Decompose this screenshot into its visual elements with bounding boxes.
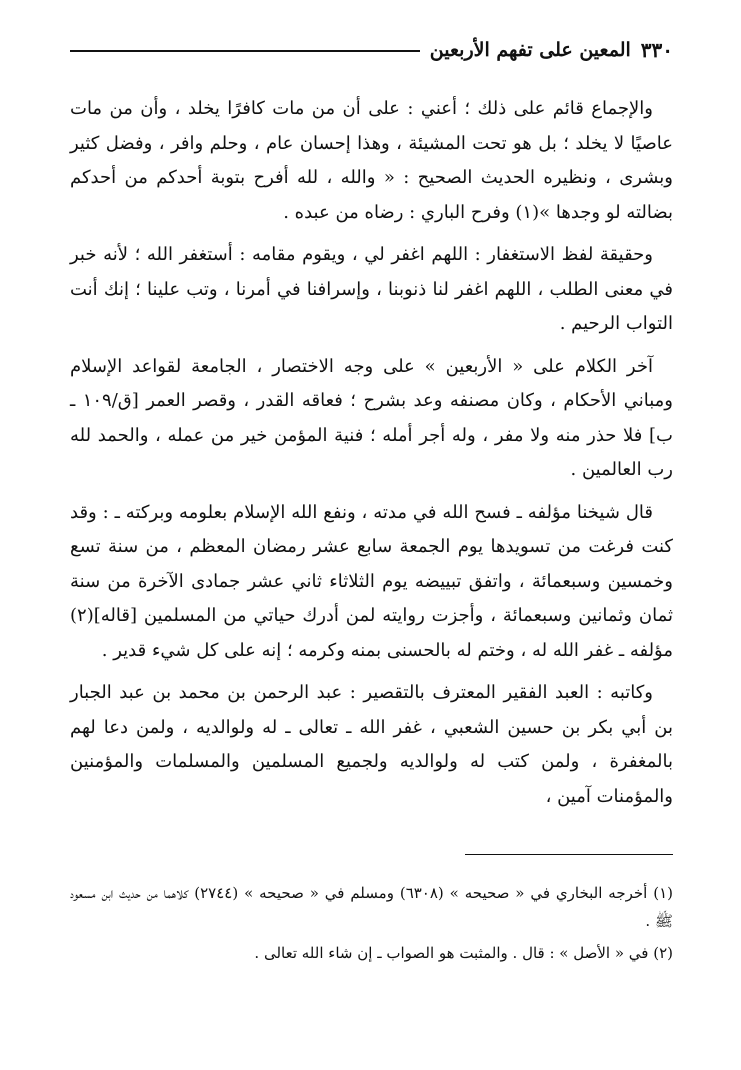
page-number: ٣٣٠ (640, 38, 673, 62)
header-rule (70, 50, 420, 52)
footnote-separator (465, 854, 673, 855)
footnotes (70, 879, 673, 967)
paragraph-4: قال شيخنا مؤلفه ـ فسح الله في مدته ، ونفع الله الإسلام بعلومه وبركته ـ : وقد كنت فرغت من تسويدها يوم الجمعة سابع عشر رمضان المعظم ، من سنة تسع وخمسين وسبعمائة ، واتفق تبييضه يوم الثلاثاء ثاني عشر جمادى الآخرة من سنة ثمان وثمانين وسبعمائة ، وأجزت روايته لمن أدرك حياتي من المسلمين [قاله](٢) مؤلفه ـ غفر الله له ، وختم له بالحسنى بمنه وكرمه ؛ إنه على كل شيء قدير . (70, 501, 673, 661)
page-header (70, 36, 673, 64)
main-text (70, 92, 673, 814)
running-title: المعين على تفهم الأربعين (429, 39, 631, 61)
footnote-2: (٢) في « الأصل » : قال . والمثبت هو الصواب ـ إن شاء الله تعالى . (254, 944, 673, 962)
footnote-1: (١) أخرجه البخاري في « صحيحه » (٦٣٠٨) ومسلم في « صحيحه » (٢٧٤٤) كلاهما من حديث ابن مسعود ﷺ . (70, 884, 674, 930)
paragraph-2: وحقيقة لفظ الاستغفار : اللهم اغفر لي ، ويقوم مقامه : أستغفر الله ؛ لأنه خبر في معنى الطلب ، اللهم اغفر لنا ذنوبنا ، وإسرافنا في أمرنا ، وتب علينا ؛ إنك أنت التواب الرحيم . (70, 244, 673, 334)
paragraph-5: وكاتبه : العبد الفقير المعترف بالتقصير : عبد الرحمن بن محمد بن عبد الجبار بن أبي بكر بن حسين الشعبي ، غفر الله ـ تعالى ـ له ولوالديه ، ولمن دعا لهم بالمغفرة ، ولمن كتب له ولوالديه ولجميع المسلمين والمسلمات والمؤمنين والمؤمنات آمين ، (70, 682, 673, 807)
paragraph-3: آخر الكلام على « الأربعين » على وجه الاختصار ، الجامعة لقواعد الإسلام ومباني الأحكام ، وكان مصنفه وعد بشرح ؛ فعاقه القدر ، وقصر العمر [ق/١٠٩ ـ ب] فلا حذر منه ولا مفر ، وله أجر أمله ؛ فنية المؤمن خير من عمله ، والحمد لله رب العالمين . (70, 355, 673, 480)
paragraph-1: والإجماع قائم على ذلك ؛ أعني : على أن من مات كافرًا يخلد ، وأن من مات عاصيًا لا يخلد ؛ بل هو تحت المشيئة ، وهذا إحسان عام ، وحلم وافر ، وفضل كثير وبشرى ، ونظيره الحديث الصحيح : « والله ، لله أفرح بتوبة أحدكم من أحدكم بضالته لو وجدها »(١) وفرح الباري : رضاه من عبده . (70, 98, 673, 223)
